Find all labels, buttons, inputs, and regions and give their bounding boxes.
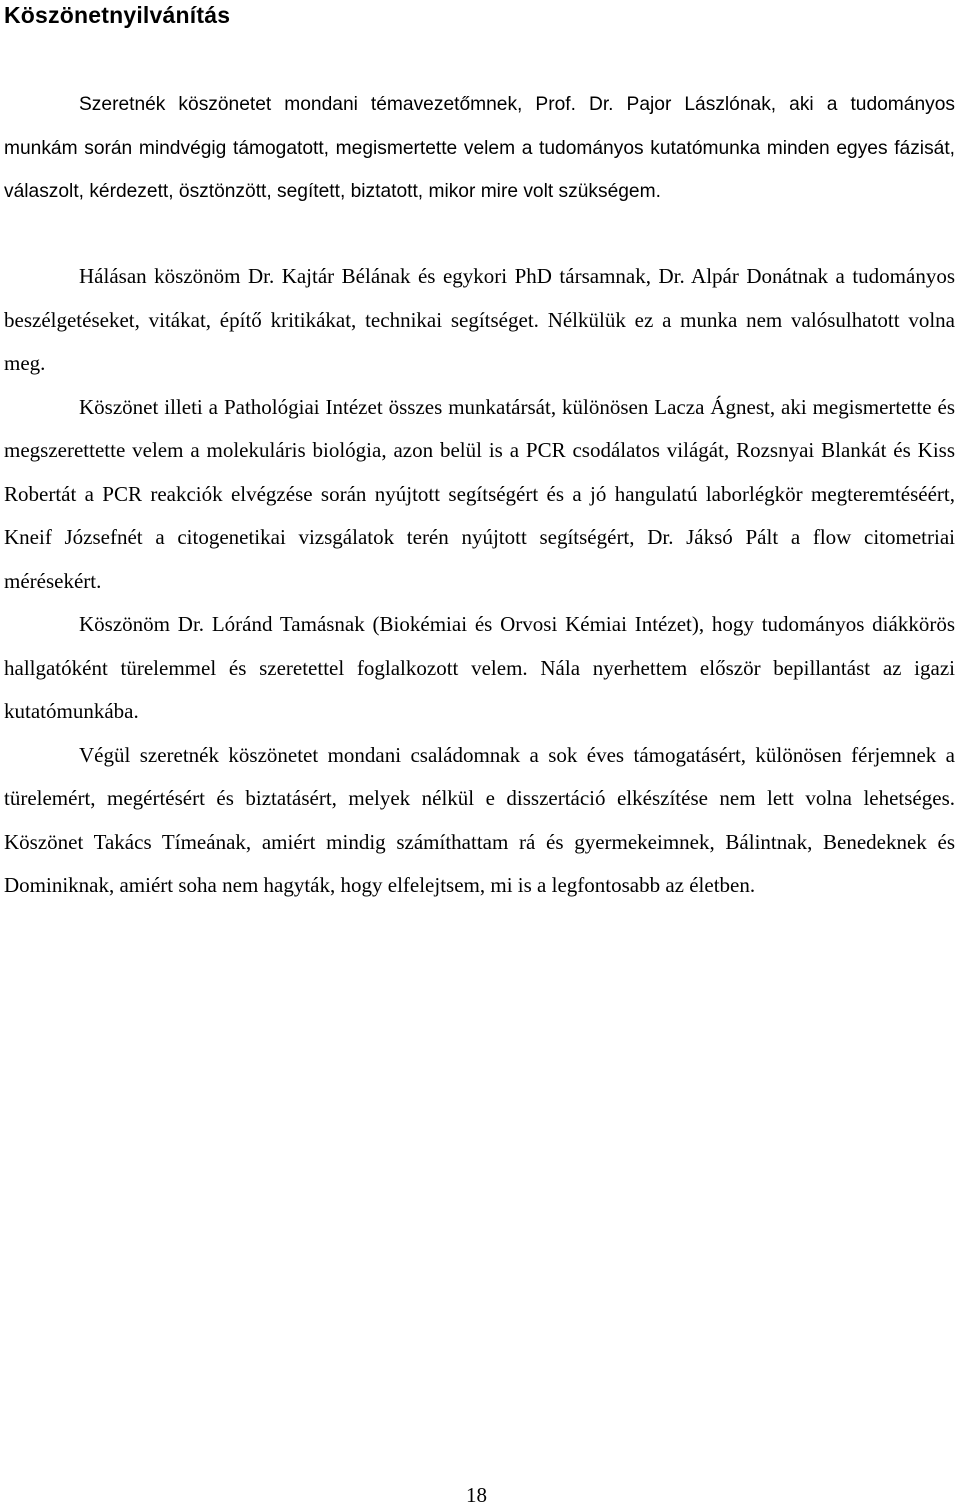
- paragraph-pathology-institute: Köszönet illeti a Pathológiai Intézet összes munkatársát, különösen Lacza Ágnest, aki megismertette és megszerettette velem a molekuláris biológia, azon belül is a PCR csodálatos világát, Rozsnyai Blankát és Kiss Robertát a PCR reakciók elvégzése során nyújtott segítségért és a jó hangulatú laborlégkör megteremtéséért, Kneif Józsefnét a citogenetikai vizsgálatok terén nyújtott segítségért, Dr. Jáksó Pált a flow citometriai mérésekért.: [4, 394, 955, 593]
- paragraph-biochemistry: Köszönöm Dr. Lóránd Tamásnak (Biokémiai és Orvosi Kémiai Intézet), hogy tudományos diákkörös hallgatóként türelemmel és szeretettel foglalkozott velem. Nála nyerhettem először bepillantást az igazi kutatómunkába.: [4, 612, 955, 723]
- intro-paragraph-block: [4, 83, 955, 214]
- page-number: 18: [466, 1483, 487, 1507]
- paragraph-supervisor: Szeretnék köszönetet mondani témavezetőmnek, Prof. Dr. Pajor Lászlónak, aki a tudományos munkám során mindvégig támogatott, megismertette velem a tudományos kutatómunka minden egyes fázisát, válaszolt, kérdezett, ösztönzött, segített, biztatott, mikor mire volt szükségem.: [4, 94, 955, 202]
- page-title: Köszönetnyilvánítás: [4, 2, 231, 28]
- body-paragraph-block: [4, 255, 955, 908]
- paragraph-colleagues: Hálásan köszönöm Dr. Kajtár Bélának és egykori PhD társamnak, Dr. Alpár Donátnak a tudományos beszélgetéseket, vitákat, építő kritikákat, technikai segítséget. Nélkülük ez a munka nem valósulhatott volna meg.: [4, 264, 955, 375]
- paragraph-family: Végül szeretnék köszönetet mondani családomnak a sok éves támogatásért, különösen férjemnek a türelemért, megértésért és biztatásért, melyek nélkül e disszertáció elkészítése nem lett volna lehetséges. Köszönet Takács Tímeának, amiért mindig számíthattam rá és gyermekeimnek, Bálintnak, Benedeknek és Dominiknak, amiért soha nem hagyták, hogy elfelejtsem, mi is a legfontosabb az életben.: [4, 742, 955, 897]
